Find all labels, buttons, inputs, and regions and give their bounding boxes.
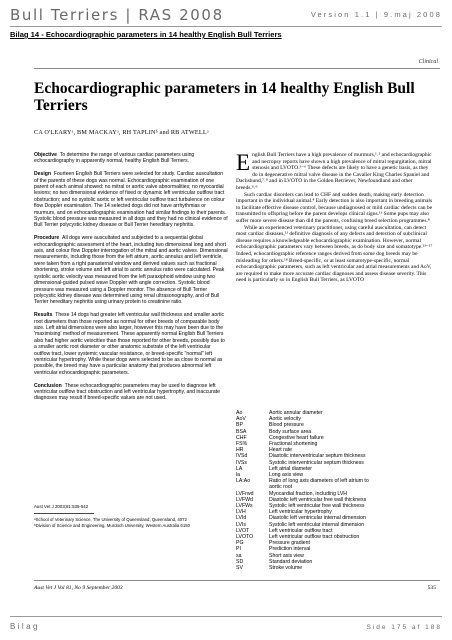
- body-paragraph-1: [236, 152, 434, 192]
- abbreviation-key: IVSs: [236, 459, 247, 466]
- abstract: [34, 152, 228, 408]
- abbreviation-value: Stroke volume: [269, 565, 303, 572]
- body-paragraph-3: While an experienced veterinary practitioner, using careful auscultation, can detect most cardiac diseases,¹² definitive diagnosis of any defects and detection of subclinical disease requires a knowledgeable echocardiographic examination. However, normal echocardiographic parameters vary between breeds, as do body size and somatotype.¹³⁻¹⁷ Indeed, echocardiographic reference ranges derived from some dog breeds may be misleading for others.¹⁸ Breed-specific, or at least somatotype-specific, normal echocardiographic parameters, such as left ventricular and atrial measurements and AoV, are required to make more accurate cardiac diagnoses and assess disease severity. This need is particularly so in English Bull Terriers, as LVOTO: [236, 224, 433, 284]
- abbreviation-value: Pressure gradient: [269, 540, 310, 547]
- journal-citation: Aust Vet J Vol 81, No 9 September 2003: [34, 585, 123, 591]
- article-title: Echocardiographic parameters in 14 healthy English Bull Terriers: [34, 80, 415, 114]
- objective-label: Objective: [34, 152, 57, 158]
- journal-footer-rule: [34, 580, 440, 581]
- article-body: [236, 152, 434, 284]
- body-paragraph-2: Such cardiac disorders can lead to CHF and sudden death, making early detection important in the individual animal.⁴ Early detection is also important in breeding animals to facilitate effective disease control, because undiagnosed or mild cardiac defects can be transmitted to offspring before the parent develops clinical signs.¹¹ Some pups may also suffer more severe disease than did the parents, confusing breed selection programmes.⁸: [236, 191, 433, 224]
- abbreviation-value: Short axis view: [269, 552, 304, 559]
- abbreviation-value: Long axis view: [269, 472, 304, 479]
- body-paragraph-1-text: nglish Bull Terriers have a high prevalence of murmurs,¹˒² and echocardiographic and necropsy reports have shown a high prevalence of mitral regurgitation, mitral stenosis and LVOTO.³⁻⁶ These defects are likely to have a genetic basis, as they do in degenerative mitral valve disease in the Cavalier King Charles Spaniel and Dachshund,⁷˒⁸ and in LVOTO in the Golden Retriever, Newfoundland and other breeds.⁶˒⁹: [236, 152, 432, 191]
- abbreviation-key: LVOTO: [236, 534, 254, 541]
- abbreviation-value: Ratio of long axis diameters of left atrium to: [269, 478, 369, 485]
- header-divider: [10, 26, 442, 27]
- journal-page-number: 535: [427, 585, 436, 591]
- abbreviation-value: Heart rate: [269, 447, 293, 454]
- abbreviation-value: Blood pressure: [269, 422, 304, 429]
- abbreviation-value: Left ventricular outflow tract obstruction: [269, 534, 360, 541]
- abbreviation-value: Body surface area: [269, 428, 312, 435]
- affiliation-a: ᵃSchool of Veterinary Science, The University of Queensland, Queensland, 4072: [34, 517, 187, 522]
- footer-divider: [10, 616, 442, 617]
- conclusion-text: These echocardiographic parameters may be used to diagnose left ventricular outflow tract obstruction and left ventricular hypertrophy, and inaccurate diagnoses may result if breed-specific values are not used.: [34, 382, 220, 402]
- abbreviations-list: [236, 410, 436, 571]
- footer-page-counter: Side 175 af 188: [366, 624, 442, 631]
- abbreviation-key: LVFWd: [236, 496, 253, 503]
- abbreviation-key: sa: [236, 552, 242, 559]
- document-title: Bull Terriers | RAS 2008: [10, 6, 224, 24]
- abbreviation-key: IVSd: [236, 453, 248, 460]
- footer-section-label: Bilag: [10, 622, 40, 631]
- abstract-conclusion: [34, 383, 228, 402]
- abstract-procedure: [34, 235, 228, 305]
- design-text: Fourteen English Bull Terriers were selected for study. Cardiac auscultation of the parents of these dogs was normal. Echocardiographic examination of one parent of each animal showed: no mitral or aortic valve abnormalities; no myocardial lesions; no two dimensional evidence of fixed or dynamic left ventricular outflow tract obstruction; and no systolic aortic or left ventricular outflow tract turbulence on colour flow Doppler examination. The 14 selected dogs did not have arrhythmias or murmurs, and on echocardiographic examination had similar findings to their parents. Systolic blood pressure was measured in all dogs and they had no clinical evidence of Bull Terrier polycystic kidney disease or Bull Terrier hereditary nephritis.: [34, 171, 228, 229]
- abbreviation-key: FS%: [236, 441, 248, 448]
- journal-top-rule: [34, 68, 440, 69]
- abbreviation-value: Prediction interval: [269, 546, 311, 553]
- abstract-results: [34, 312, 228, 376]
- abbreviation-value: Left atrial diameter: [269, 465, 312, 472]
- article-authors: CA O'LEARYᵃ, BM MACKAYᵃ, RH TAPLINᵇ and RB ATWELLᵃ: [34, 129, 209, 136]
- document-header: [0, 0, 452, 26]
- abstract-design: [34, 171, 228, 229]
- abbreviation-key: LVId: [236, 515, 247, 522]
- abbreviation-key: LA: [236, 465, 243, 472]
- abbreviation-key: la: [236, 472, 241, 479]
- abstract-citation: Aust Vet J 2003;81:535-542: [34, 504, 89, 509]
- abbreviation-value: Aortic velocity: [269, 416, 301, 423]
- abbreviation-key: HR: [236, 447, 244, 454]
- conclusion-label: Conclusion: [34, 382, 62, 389]
- affiliation-b: ᵇDivision of Science and Engineering, Murdoch University, Western Australia 6150: [34, 523, 190, 529]
- abbreviation-value: Diastolic left ventricular internal dimension: [269, 515, 366, 522]
- section-label: Clinical: [418, 59, 438, 65]
- abbreviation-key: BSA: [236, 428, 247, 435]
- abbreviation-value: Myocardial fraction, including LVH: [269, 490, 348, 497]
- abbreviation-key: LVFrwd: [236, 490, 254, 497]
- abbreviation-key: LA:Ao: [236, 478, 251, 485]
- abbreviation-key: SD: [236, 558, 244, 565]
- abbreviation-value: Left ventricular hypertrophy: [269, 509, 332, 516]
- abbreviation-key: BP: [236, 422, 243, 429]
- abbreviation-value: Systolic left ventricular free wall thickness: [269, 503, 365, 510]
- abbreviation-key: CHF: [236, 434, 247, 441]
- abbreviation-value: Fractional shortening: [269, 441, 318, 448]
- abbreviation-key: PI: [236, 546, 241, 553]
- abbreviation-row: [236, 565, 436, 571]
- abstract-objective: [34, 152, 228, 165]
- abbreviation-key: LVH: [236, 509, 246, 516]
- results-text: These 14 dogs had greater left ventricular wall thickness and smaller aortic root diameters than those reported as normal for other breeds of comparable body size. Left atrial dimensions were also larger, however this may have been due to the 'maximising' method of measurement. These apparently normal English Bull Terriers also had higher aortic velocities than those reported for other breeds, possibly due to a smaller aortic root diameter or other anatomic substrate of the left ventricular outflow tract, lower systemic vascular resistance, or breed-specific "normal" left ventricular hypertrophy. While these dogs were selected to be as close to normal as possible, the breed may have a particular anatomy that produces abnormal left ventricular echocardiographic parameters.: [34, 312, 225, 376]
- abbreviation-value: Diastolic interventricular septum thickness: [269, 453, 366, 460]
- abbreviation-value: aortic root: [269, 484, 293, 491]
- abbreviation-key: LVFWs: [236, 503, 253, 510]
- design-label: Design: [34, 171, 51, 178]
- abbreviation-value: Systolic interventricular septum thickness: [269, 459, 364, 466]
- affiliations: [34, 517, 228, 530]
- abbreviation-key: PG: [236, 540, 244, 547]
- abbreviation-value: Left ventricular outflow tract: [269, 527, 333, 534]
- objective-text: To determine the range of various cardiac parameters using echocardiography in apparently normal, healthy English Bull Terriers.: [34, 152, 195, 165]
- abbreviation-value: Congestive heart failure: [269, 434, 324, 441]
- abbreviation-value: Aortic annular diameter: [269, 410, 323, 416]
- abbreviation-key: LVOT: [236, 527, 250, 534]
- abbreviation-key: Ao: [236, 410, 243, 416]
- abbreviation-key: AoV: [236, 416, 246, 423]
- procedure-label: Procedure: [34, 235, 60, 242]
- procedure-text: All dogs were auscultated and subjected to a sequential global echocardiographic assessment of the heart, including two dimensional long and short axis, and colour flow Doppler interrogation of the mitral and aortic valves. Dimensional measurements, including those from the left atrium, aortic annulus and left ventricle, were taken from a right parasternal window and derived values such as fractional shortening, stroke volume and left atrial to aortic annulus ratio were calculated. Peak systolic aortic velocity was measured from the left paraxiphoid window using two dimensional-guided pulsed wave Doppler with angle correction. Systolic blood pressure was measured using a Doppler monitor. The absence of Bull Terrier polycystic kidney disease was determined using renal ultrasonography, and of Bull Terrier hereditary nephritis using urinary protein to creatinine ratio.: [34, 235, 228, 306]
- abbreviation-key: LVIs: [236, 521, 246, 528]
- abbreviation-value: Systolic left ventricular internal dimension: [269, 521, 365, 528]
- abbreviation-key: SV: [236, 565, 243, 572]
- results-label: Results: [34, 312, 53, 319]
- drop-cap: E: [236, 150, 251, 175]
- affiliation-divider: [34, 513, 94, 514]
- appendix-title: Bilag 14 - Echocardiographic parameters in 14 healthy English Bull Terriers: [10, 30, 282, 39]
- version-label: Version 1.1 | 9.maj 2008: [310, 10, 442, 19]
- abbreviation-value: Standard deviation: [269, 558, 313, 565]
- abbreviation-value: Diastolic left ventricular free wall thickness: [269, 496, 367, 503]
